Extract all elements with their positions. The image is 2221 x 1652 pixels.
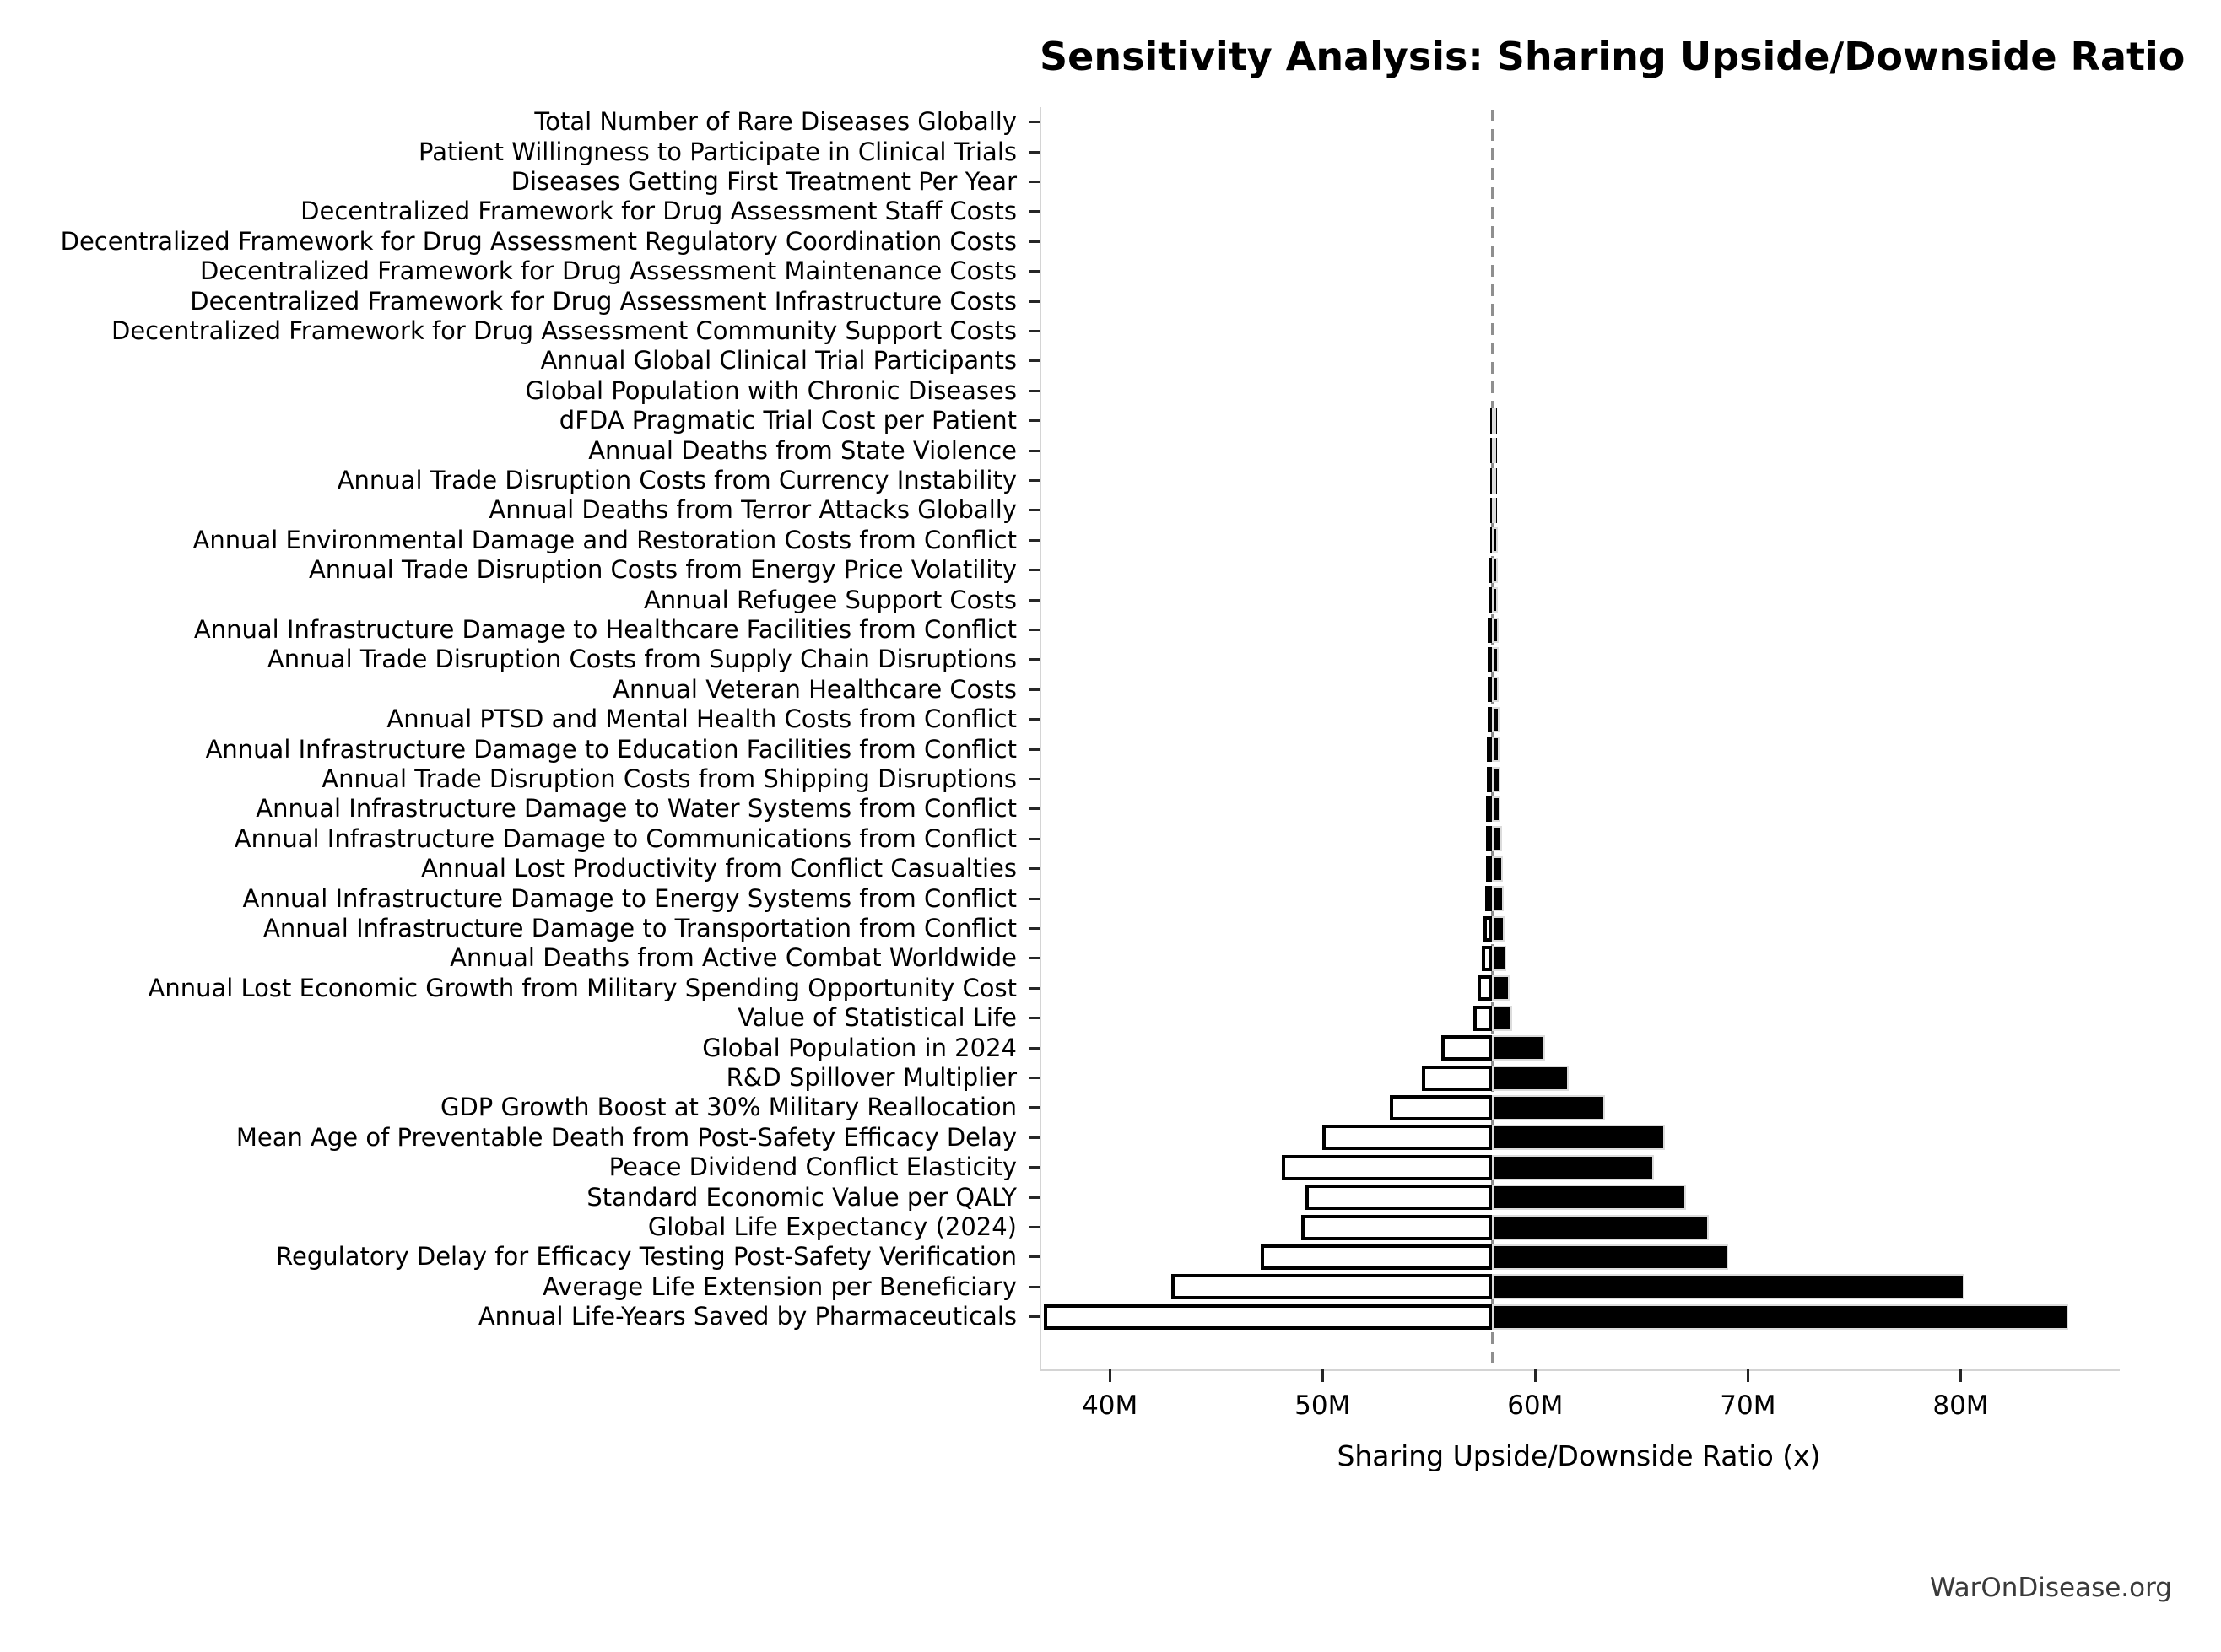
row-label: Decentralized Framework for Drug Assessment Infrastructure Costs xyxy=(190,286,1017,316)
bar-upside xyxy=(1492,767,1500,792)
row-label: Mean Age of Preventable Death from Post-Safety Efficacy Delay xyxy=(235,1122,1017,1152)
y-tick-mark xyxy=(1029,1077,1040,1079)
y-tick-mark xyxy=(1029,479,1040,482)
bar-upside xyxy=(1492,886,1504,911)
row-label: Average Life Extension per Beneficiary xyxy=(543,1271,1017,1301)
y-tick-mark xyxy=(1029,509,1040,511)
y-tick-mark xyxy=(1029,181,1040,183)
y-tick-mark xyxy=(1029,569,1040,571)
row-label: Annual Deaths from Terror Attacks Globally xyxy=(489,495,1017,525)
bar-downside xyxy=(1390,1095,1492,1120)
row-label: Value of Statistical Life xyxy=(738,1003,1017,1033)
row-label: Total Number of Rare Diseases Globally xyxy=(534,107,1017,137)
bar-upside xyxy=(1492,527,1497,553)
row-label: Annual Infrastructure Damage to Education Facilities from Conflict xyxy=(205,734,1017,764)
y-tick-mark xyxy=(1029,688,1040,691)
row-label: Annual Infrastructure Damage to Communications from Conflict xyxy=(234,823,1017,853)
bar-upside xyxy=(1492,618,1499,643)
x-tick-label: 50M xyxy=(1294,1390,1351,1421)
y-tick-mark xyxy=(1029,778,1040,780)
row-label: Global Population in 2024 xyxy=(702,1033,1017,1062)
bar-upside xyxy=(1492,1035,1545,1061)
row-label: Annual Veteran Healthcare Costs xyxy=(613,674,1017,704)
bar-upside xyxy=(1492,856,1503,882)
bar-downside xyxy=(1282,1155,1493,1180)
row-label: Global Life Expectancy (2024) xyxy=(647,1212,1017,1241)
row-label: Decentralized Framework for Drug Assessment Regulatory Coordination Costs xyxy=(60,226,1017,256)
bar-upside xyxy=(1492,408,1496,434)
bar-upside xyxy=(1492,796,1500,822)
y-tick-mark xyxy=(1029,867,1040,870)
row-label: Annual Infrastructure Damage to Water Systems from Conflict xyxy=(256,794,1017,823)
bar-upside xyxy=(1492,737,1500,762)
row-label: Annual Deaths from State Violence xyxy=(588,435,1017,465)
bar-upside xyxy=(1492,468,1496,494)
x-tick-mark xyxy=(1747,1369,1749,1382)
row-label: Decentralized Framework for Drug Assessment Community Support Costs xyxy=(111,316,1017,345)
bar-upside xyxy=(1492,1244,1728,1270)
row-label: Regulatory Delay for Efficacy Testing Post-Safety Verification xyxy=(276,1242,1017,1271)
row-label: Annual Lost Economic Growth from Military Spending Opportunity Cost xyxy=(148,973,1017,1002)
x-tick-label: 40M xyxy=(1082,1390,1138,1421)
bar-downside xyxy=(1322,1125,1493,1150)
x-axis-label: Sharing Upside/Downside Ratio (x) xyxy=(1337,1439,1821,1472)
y-tick-mark xyxy=(1029,599,1040,602)
row-label: Annual Infrastructure Damage to Healthcare Facilities from Conflict xyxy=(193,615,1017,644)
y-tick-mark xyxy=(1029,957,1040,959)
y-tick-mark xyxy=(1029,1226,1040,1228)
chart-title: Sensitivity Analysis: Sharing Upside/Downside Ratio xyxy=(1040,34,2186,79)
plot-area xyxy=(1040,107,2120,1371)
bar-downside xyxy=(1422,1066,1492,1091)
y-tick-mark xyxy=(1029,300,1040,303)
row-label: dFDA Pragmatic Trial Cost per Patient xyxy=(559,406,1017,435)
x-tick-label: 80M xyxy=(1932,1390,1989,1421)
bar-upside xyxy=(1492,1066,1569,1091)
y-tick-mark xyxy=(1029,1196,1040,1199)
row-label: Annual PTSD and Mental Health Costs from Conflict xyxy=(386,705,1017,734)
y-tick-mark xyxy=(1029,1017,1040,1019)
row-label: Patient Willingness to Participate in Clinical Trials xyxy=(419,137,1017,166)
row-label: Decentralized Framework for Drug Assessment Maintenance Costs xyxy=(199,256,1017,286)
y-tick-mark xyxy=(1029,1286,1040,1288)
x-tick-mark xyxy=(1959,1369,1962,1382)
y-tick-mark xyxy=(1029,748,1040,751)
y-tick-mark xyxy=(1029,1255,1040,1258)
y-tick-mark xyxy=(1029,1106,1040,1109)
y-tick-mark xyxy=(1029,1166,1040,1169)
bar-downside xyxy=(1301,1215,1493,1240)
x-tick-label: 70M xyxy=(1720,1390,1776,1421)
bar-upside xyxy=(1492,438,1496,463)
y-tick-mark xyxy=(1029,629,1040,631)
row-label: Annual Infrastructure Damage to Energy Systems from Conflict xyxy=(242,883,1017,913)
row-label: Annual Refugee Support Costs xyxy=(643,585,1017,614)
row-label: Annual Trade Disruption Costs from Supply Chain Disruptions xyxy=(267,645,1017,674)
bar-downside xyxy=(1478,975,1493,1001)
y-tick-mark xyxy=(1029,927,1040,930)
bar-downside xyxy=(1485,886,1493,911)
bar-downside xyxy=(1473,1006,1493,1031)
x-tick-mark xyxy=(1534,1369,1537,1382)
y-tick-mark xyxy=(1029,658,1040,661)
y-tick-mark xyxy=(1029,330,1040,332)
y-tick-mark xyxy=(1029,270,1040,273)
row-label: Global Population with Chronic Diseases xyxy=(525,375,1017,405)
x-tick-label: 60M xyxy=(1507,1390,1564,1421)
bar-upside xyxy=(1492,707,1500,732)
row-label: R&D Spillover Multiplier xyxy=(726,1063,1017,1092)
bar-upside xyxy=(1492,1125,1664,1150)
bar-upside xyxy=(1492,677,1499,702)
y-tick-mark xyxy=(1029,987,1040,990)
bar-upside xyxy=(1492,946,1505,971)
bar-upside xyxy=(1492,1185,1685,1210)
bar-downside xyxy=(1171,1274,1493,1299)
bar-upside xyxy=(1492,1006,1512,1031)
bar-upside xyxy=(1492,826,1501,851)
row-label: Peace Dividend Conflict Elasticity xyxy=(608,1153,1017,1182)
row-label: Annual Trade Disruption Costs from Energy Price Volatility xyxy=(308,555,1017,585)
y-tick-mark xyxy=(1029,838,1040,840)
bar-upside xyxy=(1492,975,1509,1001)
y-tick-mark xyxy=(1029,450,1040,452)
bar-upside xyxy=(1492,1095,1605,1120)
bar-downside xyxy=(1305,1185,1493,1210)
y-tick-mark xyxy=(1029,419,1040,422)
row-label: Annual Global Clinical Trial Participants xyxy=(540,346,1017,375)
watermark: WarOnDisease.org xyxy=(1929,1573,2172,1603)
row-label: GDP Growth Boost at 30% Military Reallocation xyxy=(440,1093,1017,1122)
y-tick-mark xyxy=(1029,390,1040,392)
bar-downside xyxy=(1044,1304,1493,1330)
row-label: Annual Lost Productivity from Conflict Casualties xyxy=(421,854,1017,883)
bar-upside xyxy=(1492,1155,1654,1180)
bar-upside xyxy=(1492,498,1496,523)
y-tick-mark xyxy=(1029,807,1040,810)
row-label: Annual Life-Years Saved by Pharmaceuticals xyxy=(478,1302,1017,1331)
row-label: Annual Infrastructure Damage to Transportation from Conflict xyxy=(263,914,1017,942)
bar-downside xyxy=(1482,946,1493,971)
row-label: Annual Deaths from Active Combat Worldwide xyxy=(450,943,1017,973)
bar-upside xyxy=(1492,1304,2068,1330)
row-label: Decentralized Framework for Drug Assessment Staff Costs xyxy=(300,197,1017,226)
bar-upside xyxy=(1492,647,1499,672)
row-label: Annual Trade Disruption Costs from Shipping Disruptions xyxy=(322,764,1017,793)
row-label: Annual Environmental Damage and Restoration Costs from Conflict xyxy=(192,525,1017,554)
bar-downside xyxy=(1261,1244,1493,1270)
bar-downside xyxy=(1441,1035,1492,1061)
bar-downside xyxy=(1483,916,1492,942)
row-label: Diseases Getting First Treatment Per Year xyxy=(511,167,1017,196)
y-tick-mark xyxy=(1029,1136,1040,1139)
bar-upside xyxy=(1492,1274,1964,1299)
bar-upside xyxy=(1492,587,1497,613)
y-tick-mark xyxy=(1029,121,1040,123)
y-tick-mark xyxy=(1029,240,1040,243)
x-tick-mark xyxy=(1321,1369,1324,1382)
bar-upside xyxy=(1492,1215,1709,1240)
y-tick-mark xyxy=(1029,151,1040,154)
bar-upside xyxy=(1492,558,1497,583)
x-tick-mark xyxy=(1109,1369,1111,1382)
y-tick-mark xyxy=(1029,359,1040,362)
row-label: Standard Economic Value per QALY xyxy=(586,1182,1017,1212)
y-tick-mark xyxy=(1029,1315,1040,1318)
y-tick-mark xyxy=(1029,539,1040,542)
y-tick-mark xyxy=(1029,210,1040,213)
row-label: Annual Trade Disruption Costs from Currency Instability xyxy=(337,466,1017,494)
bar-upside xyxy=(1492,916,1505,942)
y-tick-mark xyxy=(1029,898,1040,900)
y-tick-mark xyxy=(1029,718,1040,721)
y-tick-mark xyxy=(1029,1047,1040,1050)
